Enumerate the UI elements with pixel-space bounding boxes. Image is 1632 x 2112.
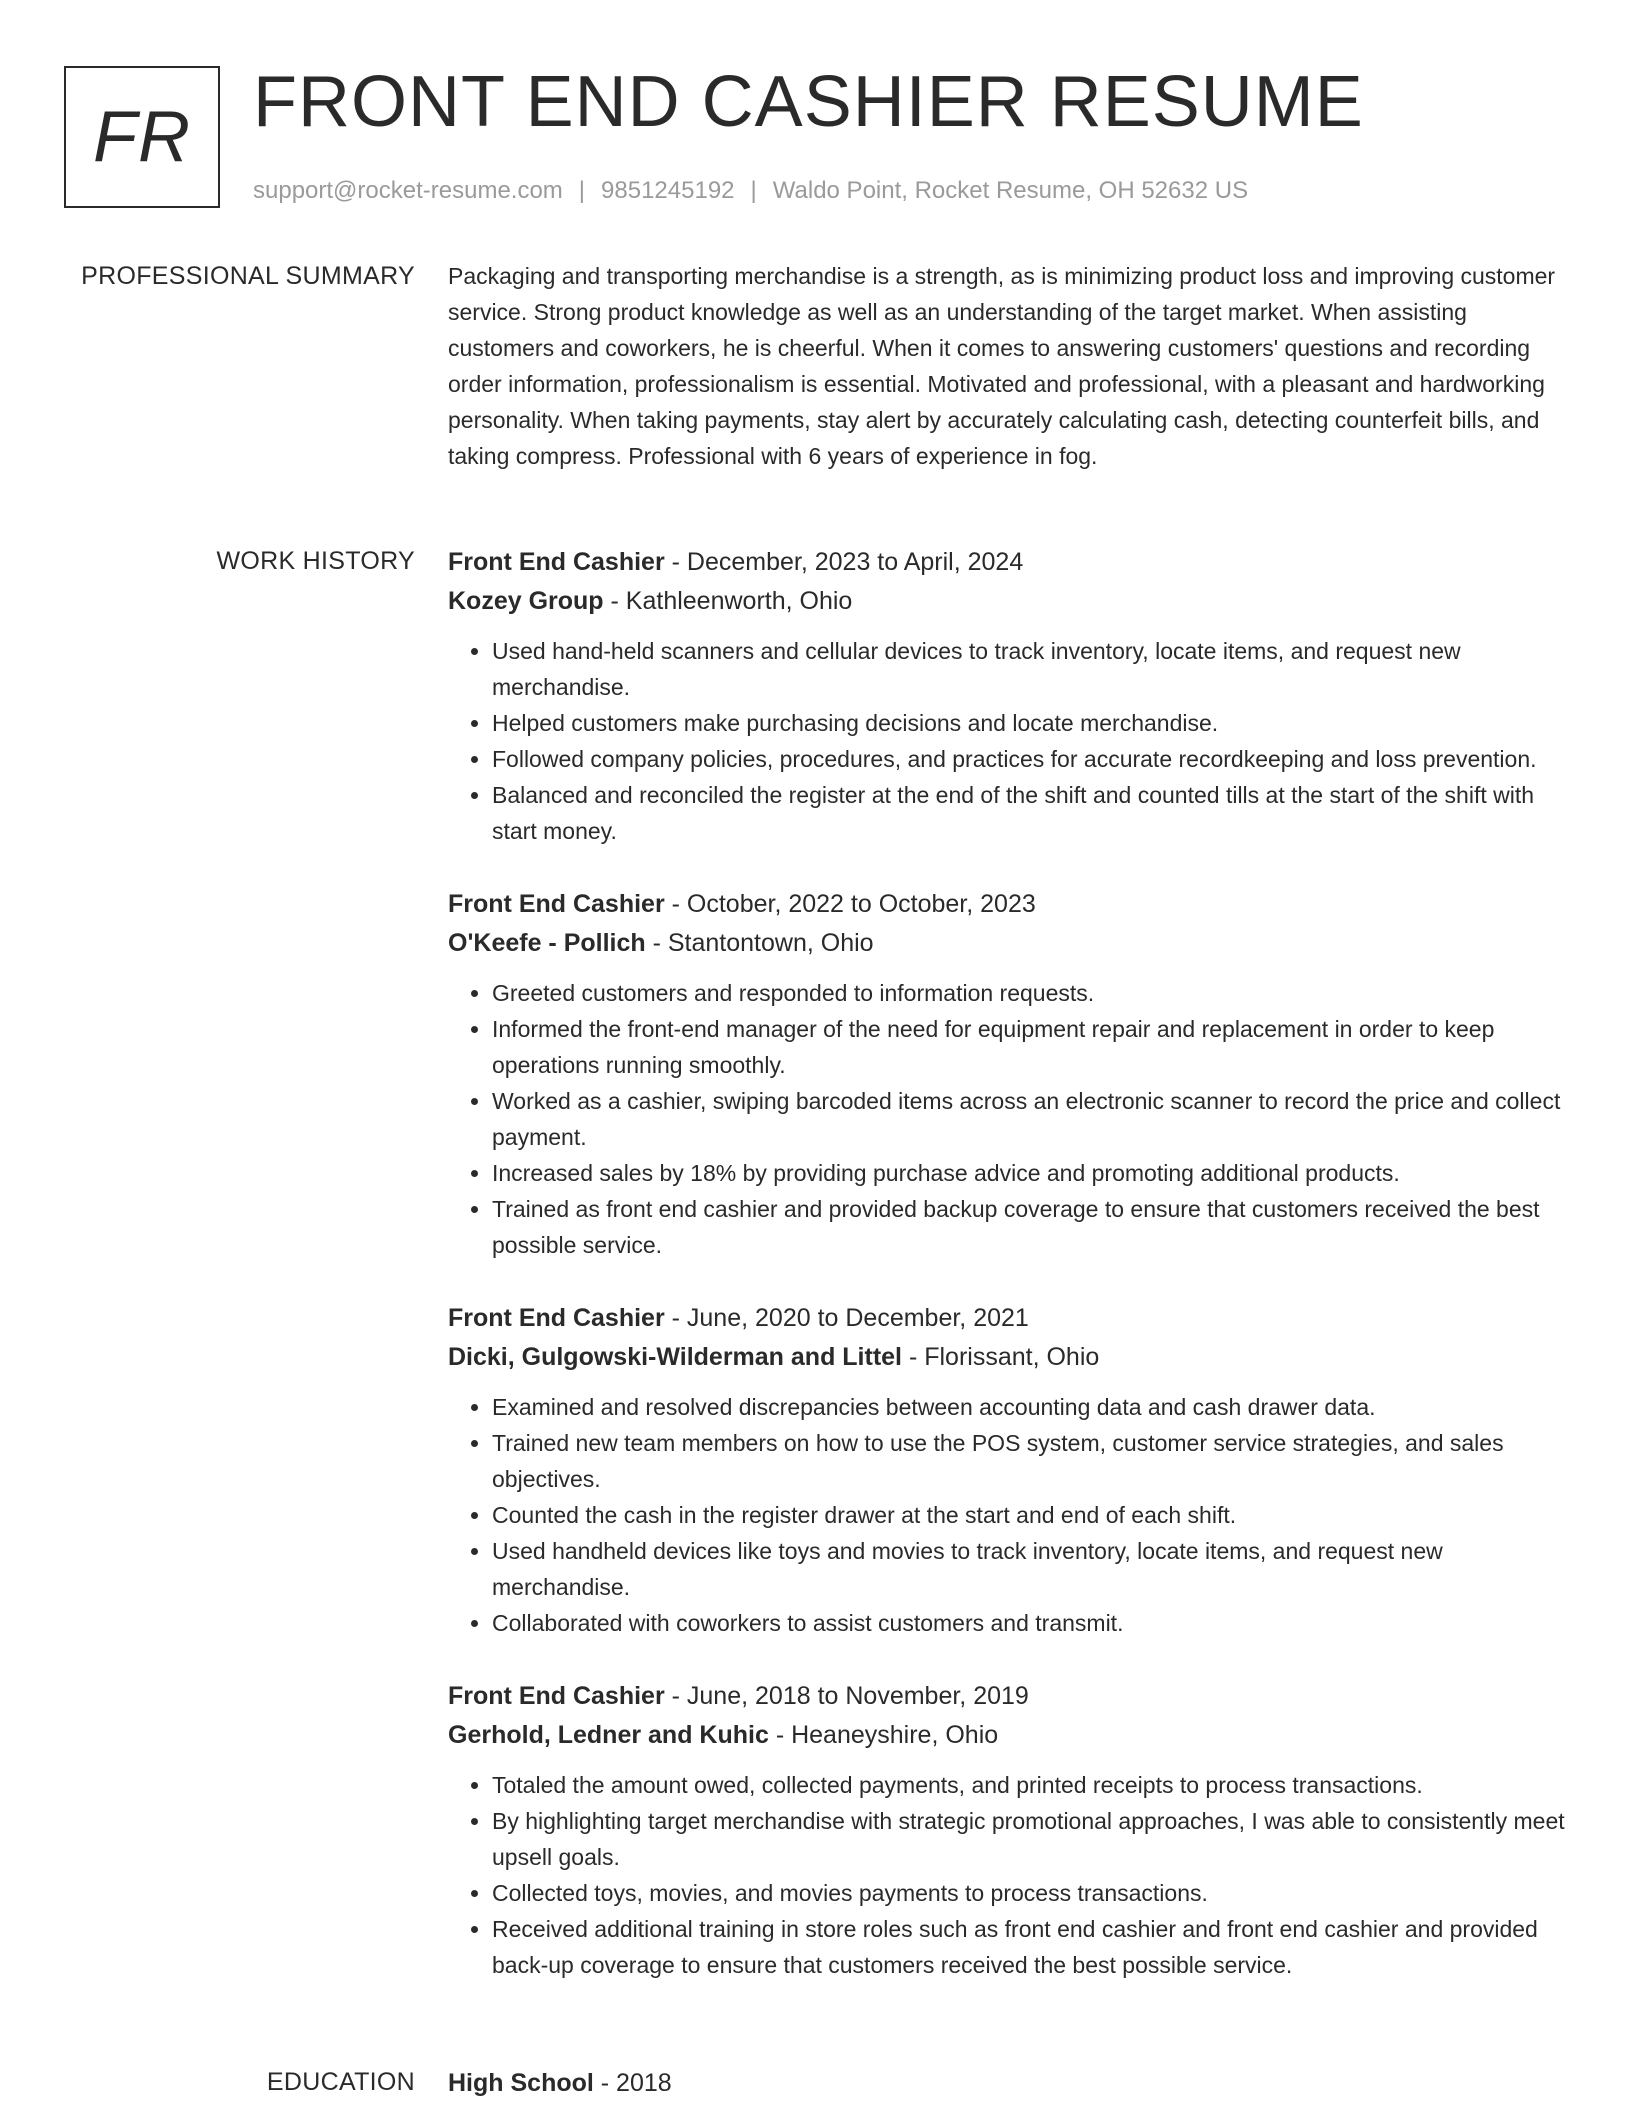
education-year: - 2018 bbox=[593, 2069, 672, 2097]
job-title-line bbox=[448, 1299, 1570, 1338]
job-title: Front End Cashier bbox=[448, 1304, 665, 1332]
job-bullets bbox=[448, 1767, 1570, 1983]
job-dates: - June, 2020 to December, 2021 bbox=[664, 1304, 1029, 1332]
job-location: - Florissant, Ohio bbox=[902, 1343, 1100, 1371]
job-bullet: • Collaborated with coworkers to assist customers and transmit. bbox=[492, 1605, 1570, 1641]
job-location: - Kathleenworth, Ohio bbox=[603, 587, 853, 615]
job-company-line bbox=[448, 1338, 1570, 1377]
job-bullet: • Balanced and reconciled the register at the end of the shift and counted tills at the start of the shift with start money. bbox=[492, 777, 1570, 849]
job-entry bbox=[448, 885, 1570, 1263]
education-heading: EDUCATION bbox=[266, 2068, 415, 2096]
job-bullet: • Followed company policies, procedures, and practices for accurate recordkeeping and loss prevention. bbox=[492, 741, 1570, 777]
job-bullet: • Used hand-held scanners and cellular devices to track inventory, locate items, and request new merchandise. bbox=[492, 633, 1570, 705]
job-company: Dicki, Gulgowski-Wilderman and Littel bbox=[448, 1343, 903, 1371]
job-company: O'Keefe - Pollich bbox=[448, 929, 646, 957]
job-bullet: • By highlighting target merchandise with strategic promotional approaches, I was able to consistently meet upsell goals. bbox=[492, 1803, 1570, 1875]
monogram-initials: FR bbox=[93, 97, 191, 177]
contact-email[interactable]: support@rocket-resume.com bbox=[253, 177, 563, 204]
job-bullets bbox=[448, 975, 1570, 1263]
summary-text: Packaging and transporting merchandise is a strength, as is minimizing product loss and improving customer service. Strong product knowledge as well as an understanding of the target market. When assisting customers and coworkers, he is cheerful. When it comes to answering customers' questions and recording order information, professionalism is essential. Motivated and professional, with a pleasant and hardworking personality. When taking payments, stay alert by accurately calculating cash, detecting counterfeit bills, and taking compress. Professional with 6 years of experience in fog. bbox=[448, 263, 1556, 469]
job-bullets bbox=[448, 1389, 1570, 1641]
job-list bbox=[448, 543, 1570, 2019]
monogram-box bbox=[64, 66, 220, 208]
job-location: - Heaneyshire, Ohio bbox=[768, 1721, 999, 1749]
education-body bbox=[448, 2064, 1570, 2103]
job-title-line bbox=[448, 543, 1570, 582]
job-company-line bbox=[448, 924, 1570, 963]
job-bullet: • Totaled the amount owed, collected payments, and printed receipts to process transactions. bbox=[492, 1767, 1570, 1803]
job-entry bbox=[448, 543, 1570, 849]
job-company-line bbox=[448, 582, 1570, 621]
job-dates: - October, 2022 to October, 2023 bbox=[664, 890, 1036, 918]
work-history-heading: WORK HISTORY bbox=[216, 547, 415, 575]
job-bullet: • Trained new team members on how to use the POS system, customer service strategies, and sales objectives. bbox=[492, 1425, 1570, 1497]
job-dates: - December, 2023 to April, 2024 bbox=[664, 548, 1024, 576]
job-bullet: • Collected toys, movies, and movies payments to process transactions. bbox=[492, 1875, 1570, 1911]
job-bullet: • Received additional training in store roles such as front end cashier and front end cashier and provided back-up coverage to ensure that customers received the best possible service. bbox=[492, 1911, 1570, 1983]
job-company: Kozey Group bbox=[448, 587, 604, 615]
job-bullet: • Trained as front end cashier and provided backup coverage to ensure that customers received the best possible service. bbox=[492, 1191, 1570, 1263]
job-company-line bbox=[448, 1716, 1570, 1755]
contact-separator: | bbox=[750, 177, 757, 204]
job-title-line bbox=[448, 885, 1570, 924]
job-bullet: • Counted the cash in the register drawer at the start and end of each shift. bbox=[492, 1497, 1570, 1533]
job-company: Gerhold, Ledner and Kuhic bbox=[448, 1721, 769, 1749]
contact-separator: | bbox=[578, 177, 586, 204]
job-title: Front End Cashier bbox=[448, 890, 665, 918]
job-title: Front End Cashier bbox=[448, 1682, 665, 1710]
job-bullet: • Worked as a cashier, swiping barcoded items across an electronic scanner to record the price and collect payment. bbox=[492, 1083, 1570, 1155]
job-entry bbox=[448, 1677, 1570, 1983]
job-title: Front End Cashier bbox=[448, 548, 665, 576]
job-bullet: • Informed the front-end manager of the need for equipment repair and replacement in order to keep operations running smoothly. bbox=[492, 1011, 1570, 1083]
summary-heading: PROFESSIONAL SUMMARY bbox=[81, 262, 415, 290]
job-bullets bbox=[448, 633, 1570, 849]
job-bullet: • Greeted customers and responded to information requests. bbox=[492, 975, 1570, 1011]
job-bullet: • Examined and resolved discrepancies between accounting data and cash drawer data. bbox=[492, 1389, 1570, 1425]
job-title-line bbox=[448, 1677, 1570, 1716]
resume-title: FRONT END CASHIER RESUME bbox=[253, 62, 1364, 142]
job-bullet: • Used handheld devices like toys and movies to track inventory, locate items, and request new merchandise. bbox=[492, 1533, 1570, 1605]
job-bullet: • Helped customers make purchasing decisions and locate merchandise. bbox=[492, 705, 1570, 741]
job-entry bbox=[448, 1299, 1570, 1641]
job-bullet: • Increased sales by 18% by providing purchase advice and promoting additional products. bbox=[492, 1155, 1570, 1191]
contact-phone[interactable]: 9851245192 bbox=[601, 177, 735, 204]
education-line bbox=[448, 2064, 1570, 2103]
contact-address: Waldo Point, Rocket Resume, OH 52632 US bbox=[772, 177, 1249, 204]
contact-line bbox=[253, 175, 1248, 207]
summary-body bbox=[448, 258, 1570, 474]
education-degree: High School bbox=[448, 2069, 594, 2097]
job-dates: - June, 2018 to November, 2019 bbox=[664, 1682, 1029, 1710]
job-location: - Stantontown, Ohio bbox=[645, 929, 874, 957]
